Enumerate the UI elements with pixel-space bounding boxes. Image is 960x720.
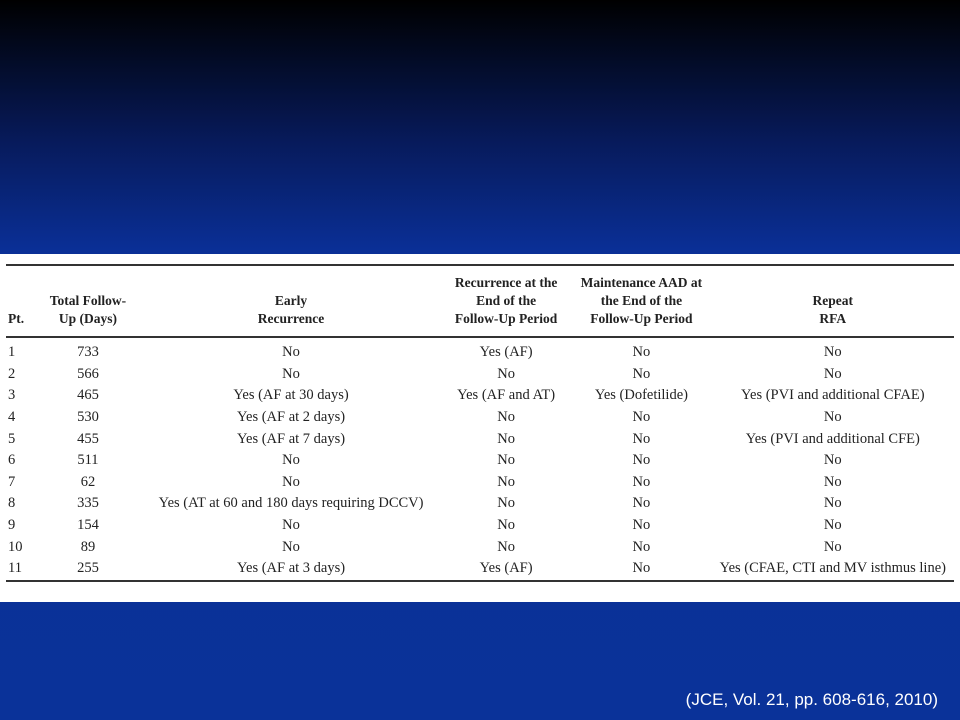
table-header-row — [6, 265, 954, 337]
cell-repeat-rfa: Yes (CFAE, CTI and MV isthmus line) — [719, 560, 946, 577]
table-row — [6, 536, 954, 558]
cell-early-recurrence: Yes (AF at 7 days) — [236, 430, 346, 447]
cell-pt: 3 — [8, 387, 16, 404]
cell-maintenance-aad: No — [632, 517, 651, 534]
cell-pt: 1 — [8, 344, 16, 361]
cell-repeat-rfa: No — [823, 473, 842, 490]
cell-recurrence-end: No — [497, 517, 515, 534]
cell-pt: 8 — [8, 495, 16, 512]
header-early-recurrence: Early Recurrence — [141, 265, 441, 337]
cell-maintenance-aad: No — [632, 452, 651, 469]
cell-early-recurrence: Yes (AF at 30 days) — [233, 387, 349, 404]
cell-early-recurrence: No — [282, 538, 300, 555]
cell-maintenance-aad: Yes (Dofetilide) — [594, 387, 688, 404]
citation: (JCE, Vol. 21, pp. 608-616, 2010) — [685, 690, 938, 709]
cell-recurrence-end: Yes (AF) — [479, 344, 533, 361]
cell-repeat-rfa: No — [823, 452, 842, 469]
header-pt: Pt. — [6, 265, 35, 337]
cell-total-days: 455 — [77, 430, 99, 447]
cell-maintenance-aad: No — [632, 430, 651, 447]
cell-early-recurrence: No — [282, 365, 300, 382]
cell-total-days: 566 — [77, 365, 99, 382]
cell-recurrence-end: Yes (AF and AT) — [457, 387, 556, 404]
cell-repeat-rfa: No — [823, 538, 842, 555]
cell-recurrence-end: No — [497, 538, 515, 555]
table-row — [6, 407, 954, 429]
table-row — [6, 450, 954, 472]
table-row — [6, 364, 954, 386]
cell-early-recurrence: No — [282, 452, 300, 469]
header-recurrence-end: Recurrence at the End of the Follow-Up Period — [441, 265, 571, 337]
cell-pt: 5 — [8, 430, 16, 447]
cell-pt: 7 — [8, 473, 16, 490]
header-maintenance-aad: Maintenance AAD at the End of the Follow-Up Period — [571, 265, 711, 337]
cell-early-recurrence: Yes (AF at 3 days) — [236, 560, 346, 577]
table-row — [6, 337, 954, 364]
table-row — [6, 515, 954, 537]
cell-recurrence-end: Yes (AF) — [479, 560, 533, 577]
follow-up-table — [6, 264, 954, 582]
cell-total-days: 733 — [77, 344, 99, 361]
table-body — [6, 337, 954, 581]
cell-repeat-rfa: No — [823, 365, 842, 382]
cell-early-recurrence: Yes (AT at 60 and 180 days requiring DCCV) — [158, 495, 424, 512]
cell-total-days: 465 — [77, 387, 99, 404]
cell-total-days: 89 — [80, 538, 96, 555]
cell-recurrence-end: No — [497, 452, 515, 469]
cell-pt: 11 — [8, 560, 22, 577]
table-row — [6, 493, 954, 515]
cell-recurrence-end: No — [497, 473, 515, 490]
cell-maintenance-aad: No — [632, 560, 651, 577]
table-panel — [0, 254, 960, 602]
cell-recurrence-end: No — [497, 365, 515, 382]
cell-recurrence-end: No — [497, 495, 515, 512]
cell-pt: 10 — [8, 538, 23, 555]
cell-repeat-rfa: Yes (PVI and additional CFE) — [745, 430, 920, 447]
cell-repeat-rfa: No — [823, 495, 842, 512]
cell-pt: 6 — [8, 452, 16, 469]
cell-maintenance-aad: No — [632, 365, 651, 382]
cell-maintenance-aad: No — [632, 473, 651, 490]
cell-repeat-rfa: No — [823, 517, 842, 534]
table-row — [6, 385, 954, 407]
header-repeat-rfa: Repeat RFA — [712, 265, 954, 337]
table-row — [6, 428, 954, 450]
table-row — [6, 472, 954, 494]
cell-early-recurrence: No — [282, 344, 300, 361]
cell-recurrence-end: No — [497, 409, 515, 426]
cell-total-days: 511 — [77, 452, 99, 469]
cell-total-days: 335 — [77, 495, 99, 512]
cell-maintenance-aad: No — [632, 409, 651, 426]
cell-early-recurrence: Yes (AF at 2 days) — [236, 409, 346, 426]
cell-repeat-rfa: Yes (PVI and additional CFAE) — [741, 387, 925, 404]
cell-repeat-rfa: No — [823, 344, 842, 361]
cell-maintenance-aad: No — [632, 538, 651, 555]
cell-total-days: 530 — [77, 409, 99, 426]
cell-total-days: 255 — [77, 560, 99, 577]
cell-maintenance-aad: No — [632, 344, 651, 361]
cell-pt: 2 — [8, 365, 16, 382]
cell-pt: 9 — [8, 517, 16, 534]
cell-early-recurrence: No — [282, 517, 300, 534]
header-total-follow-up: Total Follow- Up (Days) — [35, 265, 141, 337]
cell-recurrence-end: No — [497, 430, 515, 447]
cell-repeat-rfa: No — [823, 409, 842, 426]
table-row — [6, 558, 954, 581]
cell-total-days: 62 — [80, 473, 96, 490]
cell-pt: 4 — [8, 409, 16, 426]
cell-total-days: 154 — [77, 517, 99, 534]
cell-early-recurrence: No — [282, 473, 300, 490]
cell-maintenance-aad: No — [632, 495, 651, 512]
